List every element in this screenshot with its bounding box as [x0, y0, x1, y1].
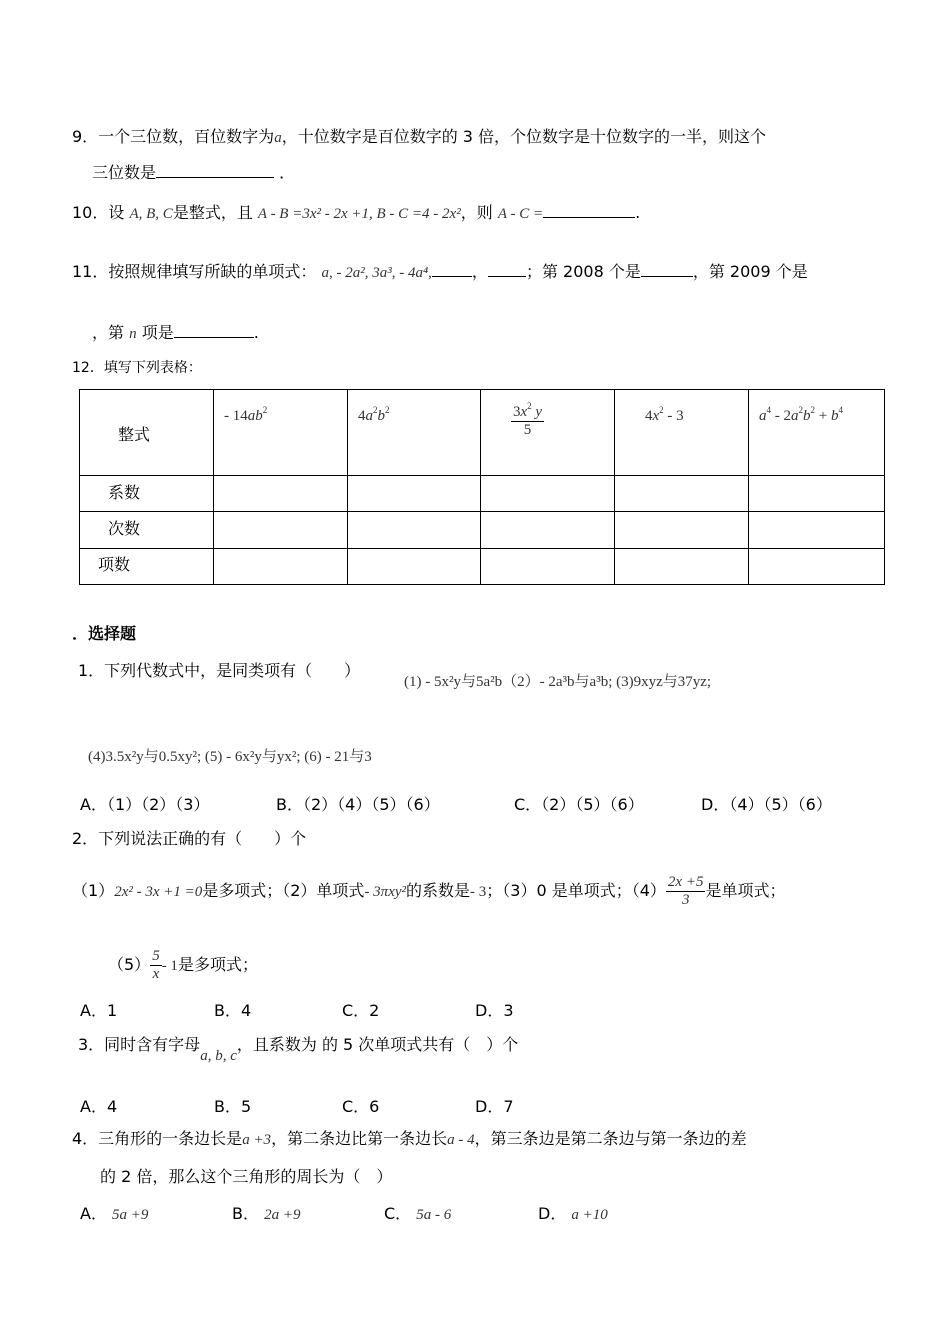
c2-statements-line1 [72, 874, 785, 909]
table-expr-2: $4a^2b^2$ [348, 390, 481, 476]
q10-equation: A - B =3x² - 2x +1, B - C =4 - 2x² [257, 206, 461, 222]
c4-option-a-letter: A． [80, 1204, 107, 1223]
c2-frac5-num: 5 [152, 948, 160, 964]
c4-option-d-letter: D． [538, 1204, 567, 1223]
q11-blank-2[interactable] [488, 262, 526, 277]
row-label-degree: 次数 [108, 519, 141, 538]
c2-s1-post: 是多项式；（2）单项式 [202, 881, 365, 900]
c3-letters: a, b, c [200, 1048, 237, 1064]
table-cell[interactable] [348, 549, 481, 585]
q11-end: . [253, 323, 259, 342]
c2-frac5-den: x [152, 966, 160, 982]
table-cell[interactable] [749, 549, 885, 585]
c4-option-c[interactable] [384, 1201, 451, 1224]
table-header-label [80, 390, 214, 476]
c3-stem-b: ，且系数为 的 5 次单项式共有（ ）个 [236, 1035, 519, 1054]
table-cell[interactable] [214, 476, 348, 512]
table-expr-5: $a^4 - 2a^2b^2 + b^4$ [749, 390, 885, 476]
q9-var: a [274, 130, 282, 146]
q11-blank-4[interactable] [174, 323, 254, 338]
c2-s2-expr: - 3πxy² [364, 884, 407, 900]
table-expr-3: $\frac{3x^2 y}{5}$ [481, 390, 615, 476]
table-cell[interactable] [348, 512, 481, 549]
q11-sequence: a, - 2a², 3a³, - 4a⁴, [321, 265, 432, 281]
row-label-terms: 项数 [98, 555, 131, 574]
c2-s5-post: 是多项式； [177, 955, 258, 974]
c4-option-d[interactable] [538, 1201, 608, 1224]
c4-option-b[interactable] [232, 1201, 300, 1224]
c4-option-b-letter: B． [232, 1204, 259, 1223]
q9-end: ． [279, 163, 296, 182]
table-expr-1: - $14ab^2$ [214, 390, 348, 476]
c2-statements-line2 [108, 948, 258, 983]
c2-s2-mid: 的系数是 [406, 881, 471, 900]
row-label-coefficient: 系数 [108, 483, 141, 502]
c2-s2-val: - 3 [470, 884, 487, 900]
table-cell[interactable] [348, 476, 481, 512]
c2-option-a[interactable]: A．1 [80, 1001, 118, 1020]
table-cell[interactable] [481, 549, 615, 585]
c2-frac4-den: 3 [681, 892, 690, 908]
q11-sep3: ，第 2009 个是 [692, 262, 808, 281]
c4-option-a-expr: 5a +9 [112, 1207, 149, 1223]
table-header-text: 整式 [118, 425, 151, 444]
table-cell[interactable] [481, 512, 615, 549]
q11-line2-a: ，第 [92, 323, 125, 342]
q9-line1 [72, 125, 766, 150]
c4-line1-c: ，第三条边是第二条边与第一条边的差 [474, 1129, 747, 1148]
table-cell[interactable] [214, 512, 348, 549]
c1-items-line2: (4)3.5x²y与0.5xy²; (5) - 6x²y与yx²; (6) - 21与3 [88, 749, 372, 765]
q11-blank-3[interactable] [641, 262, 693, 277]
table-cell[interactable] [615, 476, 749, 512]
q9-text-a: 9．一个三位数，百位数字为 [72, 127, 275, 146]
c1-option-d[interactable]: D．（4）（5）（6） [701, 795, 832, 814]
table-cell[interactable] [481, 476, 615, 512]
q12-prompt: 12．填写下列表格： [72, 360, 202, 376]
c3-option-a[interactable]: A．4 [80, 1097, 118, 1116]
table-cell[interactable] [615, 549, 749, 585]
q11-line1 [72, 260, 808, 285]
q11-blank-1[interactable] [432, 262, 472, 277]
c4-option-c-letter: C． [384, 1204, 412, 1223]
c2-s5-pre: （5） [108, 955, 151, 974]
q11-prefix: 11．按照规律填写所缺的单项式： [72, 262, 317, 281]
c2-option-d[interactable]: D．3 [475, 1001, 514, 1020]
c2-s5-mid: - 1 [161, 958, 178, 974]
table-row-label [80, 549, 214, 585]
c4-line1-b: ，第二条边比第一条边长 [271, 1129, 448, 1148]
c4-option-d-expr: a +10 [571, 1207, 608, 1223]
q11-sep1: ， [471, 262, 488, 281]
c1-option-a[interactable]: A．（1）（2）（3） [80, 795, 210, 814]
q9-line2 [92, 161, 295, 185]
c2-s1-expr: 2x² - 3x +1 =0 [114, 884, 203, 900]
c2-option-c[interactable]: C．2 [342, 1001, 380, 1020]
c4-expr1: a +3 [242, 1132, 272, 1148]
q10-end: . [635, 203, 641, 222]
c3-option-c[interactable]: C．6 [342, 1097, 380, 1116]
c4-line1-a: 4．三角形的一条边长是 [72, 1129, 243, 1148]
c4-option-c-expr: 5a - 6 [416, 1207, 452, 1223]
c2-s1-pre: （1） [72, 881, 115, 900]
c4-line2: 的 2 倍，那么这个三角形的周长为（ ） [100, 1167, 393, 1186]
c4-line1 [72, 1127, 747, 1152]
c2-s3: ；（3）0 是单项式；（4） [486, 881, 666, 900]
table-cell[interactable] [749, 512, 885, 549]
q10-mid: 是整式，且 [172, 203, 253, 222]
table-cell[interactable] [749, 476, 885, 512]
c2-s4-post: 是单项式； [705, 881, 786, 900]
q11-sep2: ；第 2008 个是 [525, 262, 641, 281]
table-row-label [80, 476, 214, 512]
q9-text-b: ，十位数字是百位数字的 3 倍，个位数字是十位数字的一半，则这个 [281, 127, 767, 146]
q11-n: n [129, 326, 137, 342]
c1-option-b[interactable]: B．（2）（4）（5）（6） [276, 795, 440, 814]
q10-answer-blank[interactable] [543, 203, 635, 218]
c3-option-d[interactable]: D．7 [475, 1097, 514, 1116]
q11-line2-b: 项是 [141, 323, 174, 342]
c1-stem: 1．下列代数式中，是同类项有（ ） [78, 661, 361, 680]
table-cell[interactable] [214, 549, 348, 585]
c1-option-c[interactable]: C．（2）（5）（6） [514, 795, 644, 814]
c3-stem-a: 3．同时含有字母 [78, 1035, 201, 1054]
q10-then: ，则 [460, 203, 493, 222]
q12-table [79, 389, 885, 585]
c2-stem: 2．下列说法正确的有（ ）个 [72, 829, 307, 848]
c4-expr2: a - 4 [447, 1132, 475, 1148]
c2-option-b[interactable]: B．4 [214, 1001, 252, 1020]
q10-line [72, 201, 640, 226]
q10-ask: A - C = [497, 206, 544, 222]
section-title: ．选择题 [72, 624, 137, 643]
q11-line2 [92, 321, 259, 346]
c3-option-b[interactable]: B．5 [214, 1097, 252, 1116]
c4-option-a[interactable] [80, 1201, 148, 1224]
table-row-label [80, 512, 214, 549]
q10-sets: A, B, C [129, 206, 173, 222]
c4-option-b-expr: 2a +9 [264, 1207, 301, 1223]
c1-items-line1: (1) - 5x²y与5a²b（2）- 2a³b与a³b; (3)9xyz与37yz; [404, 674, 712, 690]
table-expr-4: $4x^2 - 3$ [615, 390, 749, 476]
c2-frac4-num: 2x +5 [667, 874, 704, 890]
q9-text-c: 三位数是 [92, 163, 157, 182]
q10-prefix: 10．设 [72, 203, 125, 222]
table-cell[interactable] [615, 512, 749, 549]
c3-stem-line [78, 1033, 519, 1064]
q9-answer-blank[interactable] [156, 163, 274, 178]
